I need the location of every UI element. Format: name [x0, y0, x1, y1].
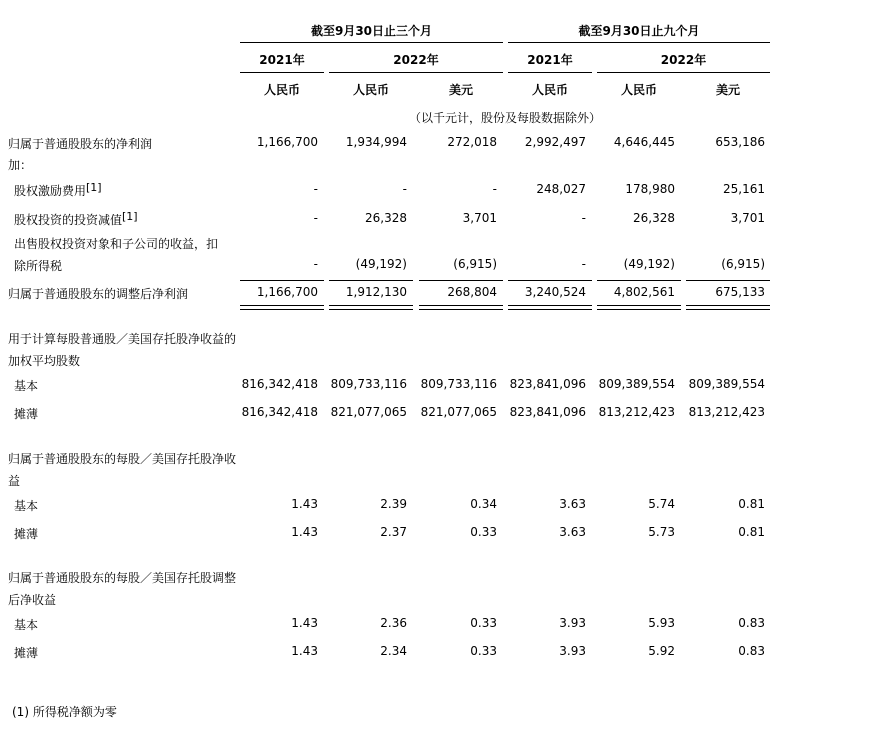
cell-value: 821,077,065 [330, 405, 407, 419]
cell-value: 3,240,524 [524, 285, 586, 299]
subtotal-rule [508, 280, 592, 281]
cell-value: - [581, 257, 586, 271]
cell-value: 5.93 [648, 616, 675, 630]
subtotal-rule [597, 280, 681, 281]
cell-value: 1.43 [291, 644, 318, 658]
cell-value: 1,934,994 [345, 135, 407, 149]
row-label-text: 归属于普通股股东的净利润 [8, 137, 153, 151]
row-label-continued: 益 [8, 474, 21, 488]
year-rule [240, 72, 324, 73]
cell-value: 809,733,116 [420, 377, 497, 391]
cell-value: 26,328 [633, 211, 675, 225]
cell-value: 5.74 [648, 497, 675, 511]
row-label [14, 182, 102, 199]
currency-header: 美元 [715, 83, 740, 97]
cell-value: 1.43 [291, 616, 318, 630]
currency-header: 美元 [448, 83, 473, 97]
row-label-text: 股权激励费用 [14, 184, 87, 198]
period-q3-header: 截至9月30日止三个月 [310, 24, 433, 38]
cell-value: - [581, 211, 586, 225]
cell-value: 0.34 [470, 497, 497, 511]
year-rule [508, 72, 592, 73]
cell-value: 0.83 [738, 616, 765, 630]
subtotal-rule [329, 280, 413, 281]
row-label-text: 股权投资的投资减值 [14, 213, 123, 227]
cell-value: 2.37 [380, 525, 407, 539]
row-label-text: 基本 [14, 618, 39, 632]
row-label-text: 摊薄 [14, 407, 39, 421]
row-label-continued: 后净收益 [8, 593, 57, 607]
cell-value: 675,133 [715, 285, 765, 299]
cell-value: 1,166,700 [256, 285, 318, 299]
row-label [14, 211, 138, 228]
cell-value: 653,186 [715, 135, 765, 149]
cell-value: - [492, 182, 497, 196]
year-rule [597, 72, 770, 73]
row-label-text: 用于计算每股普通股／美国存托股净收益的 [8, 332, 237, 346]
row-label-text: 加： [8, 158, 33, 172]
row-label [8, 450, 236, 467]
row-label-text: 归属于普通股股东的每股／美国存托股调整 [8, 571, 237, 585]
cell-value: (6,915) [453, 257, 497, 271]
row-label [14, 616, 38, 633]
row-label-text: 出售股权投资对象和子公司的收益，扣 [14, 237, 219, 251]
row-label [14, 497, 38, 514]
cell-value: 3.93 [559, 616, 586, 630]
year-2021-9m: 2021年 [527, 53, 573, 67]
cell-value: 821,077,065 [420, 405, 497, 419]
cell-value: 1.43 [291, 497, 318, 511]
cell-value: 3.93 [559, 644, 586, 658]
cell-value: 816,342,418 [241, 405, 318, 419]
header-rule [240, 42, 503, 43]
row-label-continued: 加权平均股数 [8, 354, 81, 368]
total-double-rule [686, 305, 770, 310]
cell-value: 813,212,423 [598, 405, 675, 419]
cell-value: 0.33 [470, 525, 497, 539]
footnote-marker: [1] [122, 210, 138, 223]
cell-value: 809,389,554 [598, 377, 675, 391]
cell-value: 809,733,116 [330, 377, 407, 391]
cell-value: 3,701 [462, 211, 497, 225]
cell-value: 1.43 [291, 525, 318, 539]
cell-value: 248,027 [536, 182, 586, 196]
row-label-text: 归属于普通股股东的调整后净利润 [8, 287, 189, 301]
cell-value: 25,161 [723, 182, 765, 196]
cell-value: 3.63 [559, 497, 586, 511]
cell-value: 3,701 [730, 211, 765, 225]
subtotal-rule [419, 280, 503, 281]
cell-value: 0.33 [470, 616, 497, 630]
header-rule [508, 42, 770, 43]
cell-value: (49,192) [355, 257, 407, 271]
cell-value: 2.36 [380, 616, 407, 630]
cell-value: 2,992,497 [524, 135, 586, 149]
cell-value: 0.33 [470, 644, 497, 658]
cell-value: 5.73 [648, 525, 675, 539]
footnote: (1) 所得税净额为零 [12, 705, 117, 719]
cell-value: 816,342,418 [241, 377, 318, 391]
cell-value: 2.39 [380, 497, 407, 511]
cell-value: 809,389,554 [688, 377, 765, 391]
row-label [14, 525, 38, 542]
year-2022-q3: 2022年 [393, 53, 439, 67]
cell-value: - [402, 182, 407, 196]
cell-value: - [313, 257, 318, 271]
cell-value: 5.92 [648, 644, 675, 658]
unit-note: （以千元计，股份及每股数据除外） [408, 111, 601, 125]
footnote-marker: [1] [86, 181, 102, 194]
row-label [8, 135, 152, 152]
cell-value: 272,018 [447, 135, 497, 149]
total-double-rule [240, 305, 324, 310]
cell-value: 1,166,700 [256, 135, 318, 149]
cell-value: 0.83 [738, 644, 765, 658]
row-label-text: 基本 [14, 379, 39, 393]
cell-value: 4,802,561 [613, 285, 675, 299]
year-rule [329, 72, 503, 73]
row-label-text: 摊薄 [14, 646, 39, 660]
total-double-rule [508, 305, 592, 310]
year-2022-9m: 2022年 [660, 53, 707, 67]
row-label [14, 235, 218, 252]
cell-value: 26,328 [365, 211, 407, 225]
cell-value: 0.81 [738, 497, 765, 511]
cell-value: 1,912,130 [345, 285, 407, 299]
currency-header: 人民币 [352, 83, 389, 97]
total-double-rule [419, 305, 503, 310]
row-label-text: 摊薄 [14, 527, 39, 541]
cell-value: 823,841,096 [509, 377, 586, 391]
cell-value: 3.63 [559, 525, 586, 539]
row-label [14, 377, 38, 394]
cell-value: 2.34 [380, 644, 407, 658]
row-label [8, 569, 236, 586]
cell-value: (6,915) [721, 257, 765, 271]
cell-value: 178,980 [625, 182, 675, 196]
year-2021-q3: 2021年 [259, 53, 305, 67]
currency-header: 人民币 [620, 83, 657, 97]
row-label [8, 330, 236, 347]
row-label [14, 405, 38, 422]
currency-header: 人民币 [531, 83, 568, 97]
subtotal-rule [240, 280, 324, 281]
row-label-text: 归属于普通股股东的每股／美国存托股净收 [8, 452, 237, 466]
subtotal-rule [686, 280, 770, 281]
total-double-rule [597, 305, 681, 310]
cell-value: 813,212,423 [688, 405, 765, 419]
cell-value: - [313, 182, 318, 196]
cell-value: 0.81 [738, 525, 765, 539]
row-label [8, 285, 188, 302]
currency-header: 人民币 [263, 83, 300, 97]
row-label-text: 基本 [14, 499, 39, 513]
row-label-continued: 除所得税 [14, 259, 63, 273]
cell-value: (49,192) [623, 257, 675, 271]
row-label [14, 644, 38, 661]
row-label [8, 156, 32, 173]
cell-value: - [313, 211, 318, 225]
total-double-rule [329, 305, 413, 310]
cell-value: 4,646,445 [613, 135, 675, 149]
cell-value: 823,841,096 [509, 405, 586, 419]
period-9m-header: 截至9月30日止九个月 [578, 24, 700, 38]
cell-value: 268,804 [447, 285, 497, 299]
